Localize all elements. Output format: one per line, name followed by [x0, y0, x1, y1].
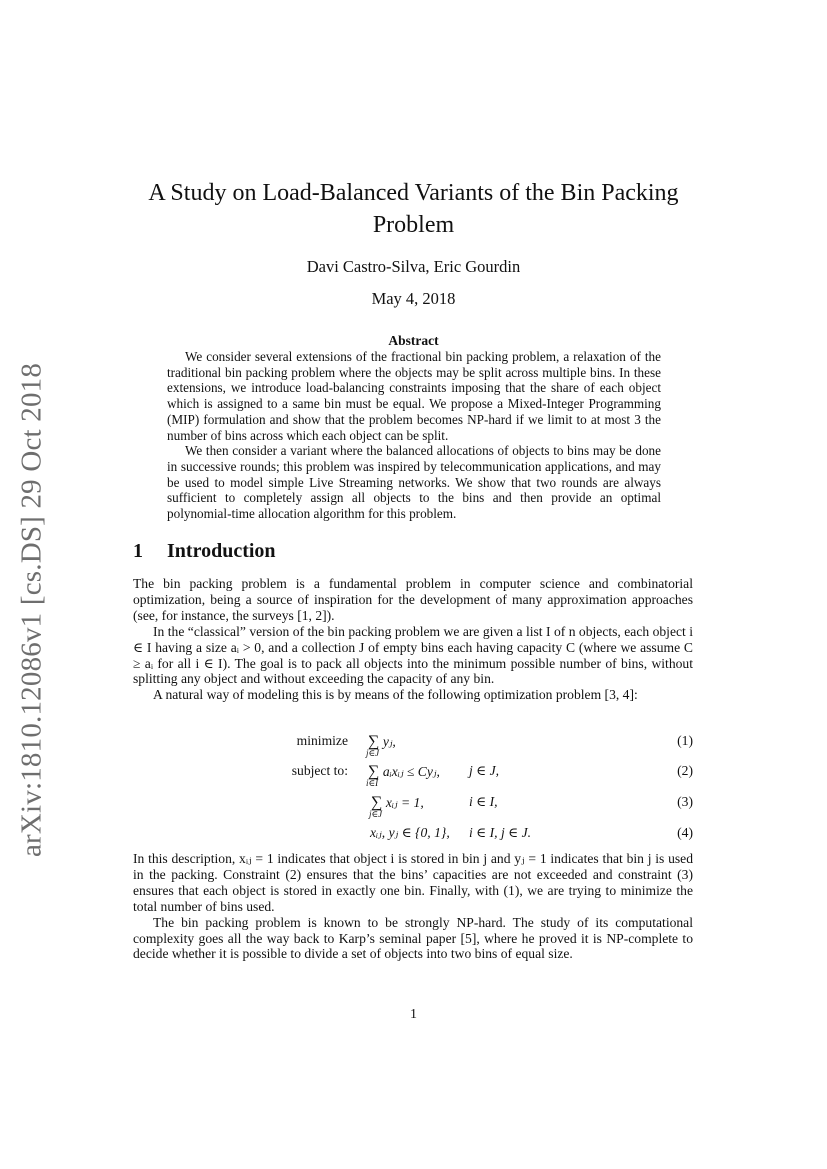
section-number: 1 [133, 540, 143, 562]
paragraph-1: The bin packing problem is a fundamental problem in computer science and combinatorial optimization, being a source of inspiration for the development of many approximation approaches (see, for instance, the surveys [1, 2]). [133, 576, 693, 623]
equation-expression [366, 763, 440, 788]
paragraph-2: In the “classical” version of the bin packing problem we are given a list I of n objects, each object i ∈ I having a size aᵢ > 0, and a collection J of empty bins each having capacity C (where we assume C ≥ aᵢ for all i ∈ I). The goal is to pack all objects into the minimum possible number of bins, without splitting any object and without exceeding the capacity of any bin. [133, 623, 693, 687]
authors: Davi Castro-Silva, Eric Gourdin [306, 257, 521, 276]
equation-row [133, 733, 693, 761]
sum-symbol: ∑ [368, 733, 380, 750]
abstract-paragraph-1: We consider several extensions of the fractional bin packing problem, a relaxation of the traditional bin packing problem where the objects may be split across multiple bins. In these extensions, we introduce load-balancing constraints imposing that the share of each object which is assigned to a same bin must be equal. We propose a Mixed-Integer Programming (MIP) formulation and show that the problem becomes NP-hard if we limit to at most 3 the number of bins across which each object can be split. [167, 349, 661, 443]
equation-number: (1) [677, 733, 693, 748]
abstract [167, 349, 661, 522]
sum-subscript: j∈J [369, 809, 383, 819]
sum-symbol: ∑ [368, 763, 380, 780]
equation-row [133, 825, 693, 853]
sum-symbol: ∑ [371, 794, 383, 811]
equation-row [133, 794, 693, 822]
equation-body: yⱼ, [382, 734, 396, 749]
paragraph-4: In this description, xᵢⱼ = 1 indicates that object i is stored in bin j and yⱼ = 1 indicates that bin j is used in the packing. Constraint (2) ensures that the bins’ capacities are not exceeded and constraint (3) ensures that each object is stored in exactly one bin. Finally, with (1), we are trying to minimize the total number of bins used. [133, 851, 693, 914]
equation-condition: i ∈ I, j ∈ J. [469, 825, 532, 840]
equation-body: aᵢxᵢⱼ ≤ Cyⱼ, [382, 764, 440, 779]
equation-number: (2) [677, 763, 693, 778]
equation-number: (4) [677, 825, 693, 840]
paragraph-5: The bin packing problem is known to be strongly NP-hard. The study of its computational complexity goes all the way back to Karp’s seminal paper [5], where he proved it is NP-complete to decide whether it is possible to divide a set of objects into two bins of equal size. [133, 914, 693, 962]
equation-expression: xᵢⱼ, yⱼ ∈ {0, 1}, [370, 825, 450, 840]
intro-text-bottom [133, 851, 693, 962]
equation-condition: j ∈ J, [469, 763, 500, 778]
paper-title [110, 177, 717, 241]
equation-expression [366, 733, 396, 758]
sum-subscript: j∈J [366, 748, 380, 758]
equation-number: (3) [677, 794, 693, 809]
intro-text-top [133, 576, 693, 703]
equation-expression [369, 794, 424, 819]
abstract-paragraph-2: We then consider a variant where the balanced allocations of objects to bins may be done in successive rounds; this problem was inspired by telecommunication applications, and may be used to model simple Live Streaming networks. We show that two rounds are always sufficient to completely assign all objects to the bins and then provide an optimal polynomial-time allocation algorithm for this problem. [167, 443, 661, 522]
title-line-2: Problem [372, 212, 455, 238]
sum-subscript: i∈I [366, 778, 379, 788]
arxiv-identifier-text: arXiv:1810.12086v1 [cs.DS] 29 Oct 2018 [15, 362, 48, 858]
section-heading [133, 540, 276, 563]
section-title: Introduction [167, 540, 276, 562]
arxiv-identifier [12, 362, 52, 858]
equation-row [133, 763, 693, 791]
equation-condition: i ∈ I, [469, 794, 498, 809]
abstract-heading: Abstract [388, 333, 439, 348]
page-number: 1 [410, 1007, 417, 1022]
optimization-problem [133, 733, 693, 845]
paragraph-3: A natural way of modeling this is by means of the following optimization problem [3, 4]: [153, 687, 638, 703]
title-line-1: A Study on Load-Balanced Variants of the Bin Packing [148, 180, 679, 206]
equation-label: subject to: [291, 763, 348, 778]
equation-body: xᵢⱼ = 1, [385, 795, 424, 810]
date: May 4, 2018 [371, 289, 456, 308]
equation-label: minimize [296, 733, 348, 748]
